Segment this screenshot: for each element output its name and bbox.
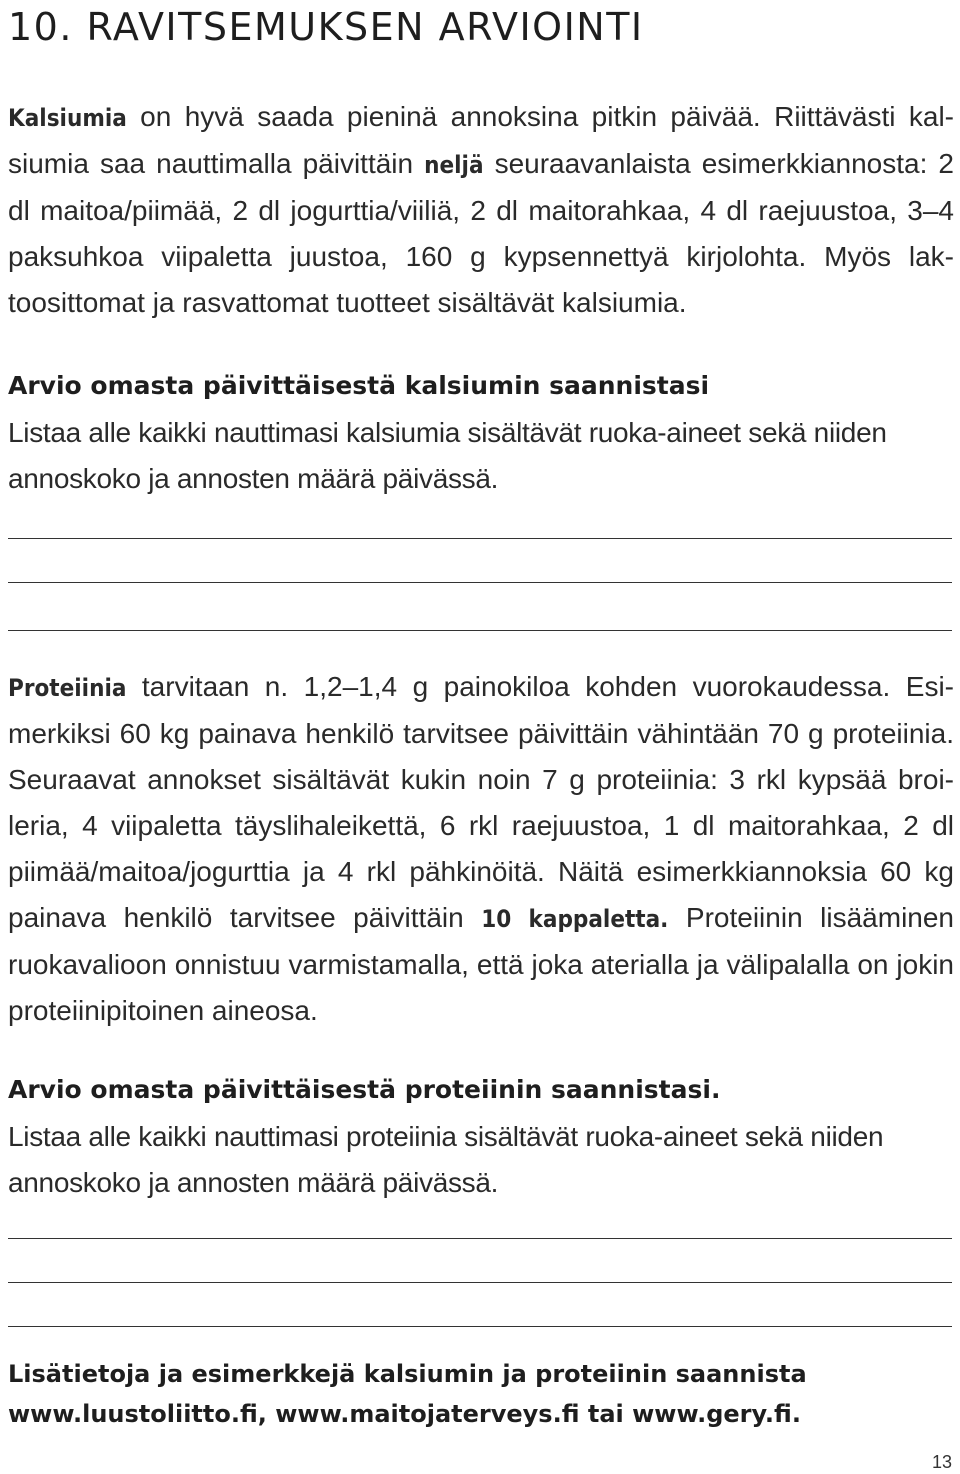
protein-paragraph [8, 664, 954, 1034]
footer-info-line: Lisätietoja ja esimerkkejä kalsiumin ja proteiinin saannista [8, 1360, 807, 1388]
calcium-bold: neljä [424, 151, 484, 179]
protein-bold: 10 kappaletta. [481, 905, 669, 933]
calcium-task-heading: Arvio omasta päivittäisestä kalsiumin saannistasi [8, 371, 710, 400]
calcium-paragraph [8, 94, 954, 326]
calcium-lead: Kalsiumia [8, 104, 127, 132]
calcium-text-2: seuraavanlaista esimerkkiannosta: 2 dl maitoa/piimää, 2 dl jogurttia/viiliä, 2 dl maitorahkaa, 4 dl raejuustoa, 3–4 paksuhkoa viipaletta juustoa, 160 g kypsennettyä kirjolohta. Myös laktoosittomat ja rasvattomat tuotteet sisältävät kalsiumia. [8, 148, 955, 318]
page-number: 13 [931, 1452, 952, 1472]
calcium-answer-line-2[interactable] [8, 582, 952, 583]
calcium-answer-line-3[interactable] [8, 630, 952, 631]
footer-links-line: www.luustoliitto.fi, www.maitojaterveys.fi tai www.gery.fi. [8, 1400, 801, 1428]
protein-task-instruction: Listaa alle kaikki nauttimasi proteiinia sisältävät ruoka-aineet sekä niiden annoskoko ja annosten määrä päivässä. [8, 1121, 884, 1198]
calcium-text-1: on hyvä saada pieninä annoksina pitkin päivää. Riittävästi kalsiumia saa nauttimalla päivittäin [8, 101, 954, 179]
protein-lead: Proteiinia [8, 674, 127, 702]
protein-task-heading: Arvio omasta päivittäisestä proteiinin saannistasi. [8, 1075, 721, 1104]
page-title: 10. RAVITSEMUKSEN ARVIOINTI [8, 5, 644, 49]
protein-answer-line-2[interactable] [8, 1282, 952, 1283]
protein-text-1: tarvitaan n. 1,2–1,4 g painokiloa kohden vuorokaudessa. Esimerkiksi 60 kg painava henkilö tarvitsee päivittäin vähintään 70 g proteiinia. Seuraavat annokset sisältävät kukin noin 7 g proteiinia: 3 rkl kypsää broileria, 4 viipaletta täyslihaleikettä, 6 rkl raejuustoa, 1 dl maitorahkaa, 2 dl piimää/maitoa/jogurttia ja 4 rkl pähkinöitä. Näitä esimerkkiannoksia 60 kg painava henkilö tarvitsee päivittäin [8, 671, 954, 933]
calcium-task-instruction: Listaa alle kaikki nauttimasi kalsiumia sisältävät ruoka-aineet sekä niiden annoskoko ja annosten määrä päivässä. [8, 417, 887, 494]
protein-text-2: Proteiinin lisääminen ruokavalioon onnistuu varmistamalla, että joka aterialla ja välipalalla on jokin proteiinipitoinen aineosa. [8, 902, 955, 1026]
protein-answer-line-1[interactable] [8, 1238, 952, 1239]
protein-answer-line-3[interactable] [8, 1326, 952, 1327]
calcium-answer-line-1[interactable] [8, 538, 952, 539]
